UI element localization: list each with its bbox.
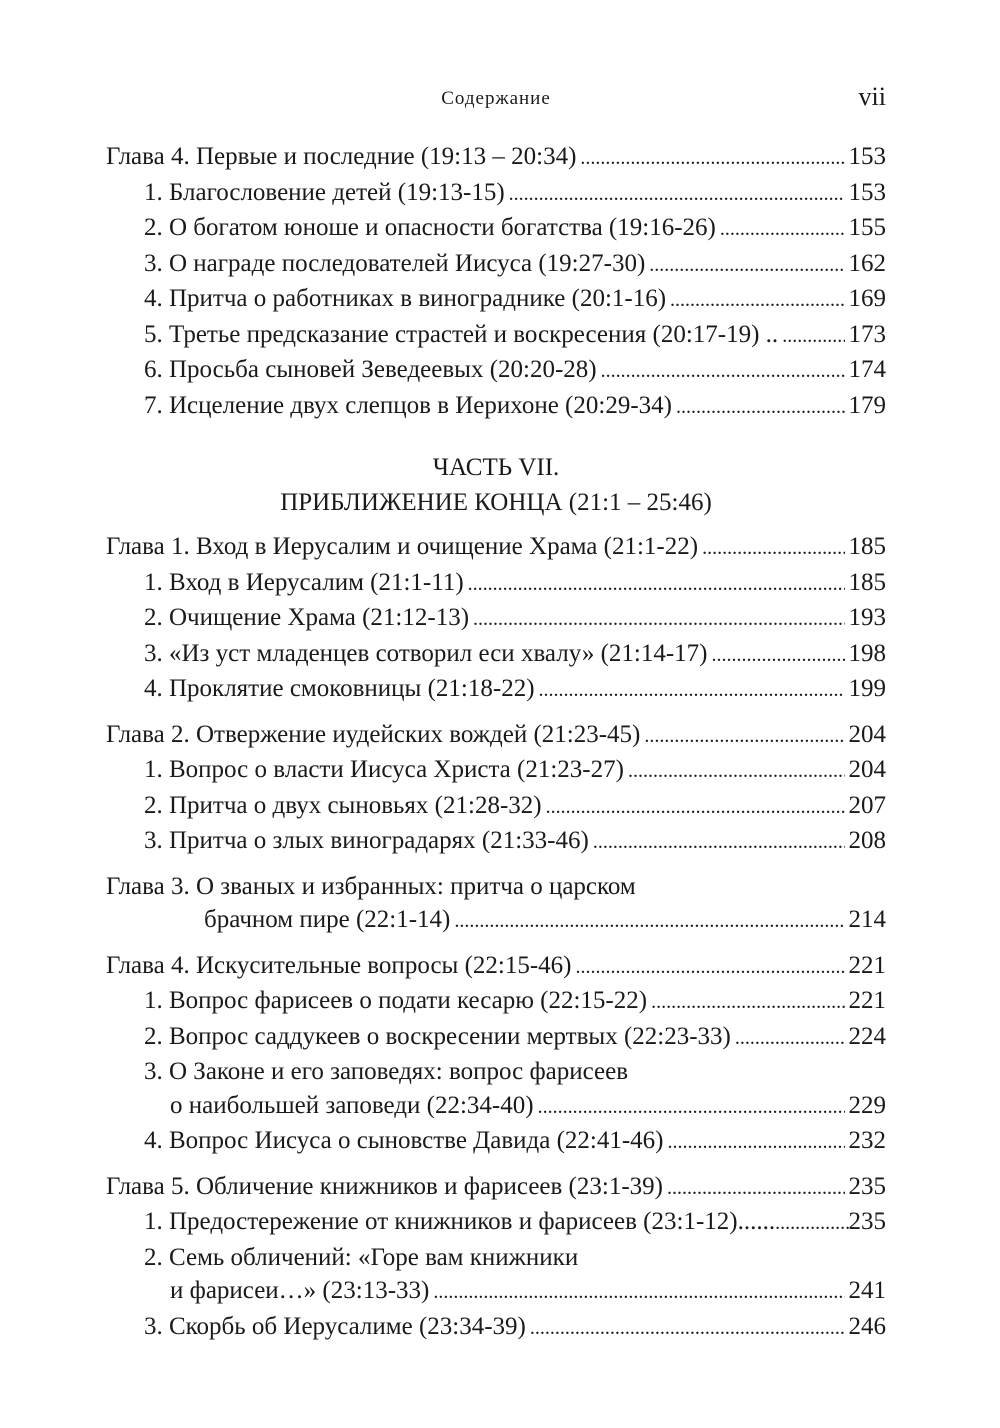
leader-dots [580,140,844,176]
toc-section-entry[interactable] [106,176,886,212]
entry-title: 1. Предостережение от книжников и фарисеев (23:1-12)...... [144,1208,776,1235]
toc-section-entry[interactable] [106,1124,886,1160]
part-number: ЧАСТЬ VII. [432,454,560,481]
entry-page: 153 [848,143,886,170]
entry-page: 229 [848,1091,886,1119]
leader-dots [670,282,844,318]
entry-title-line1: 3. О Законе и его заповедях: вопрос фарисеев [144,1058,629,1085]
entry-page: 199 [848,675,886,702]
entry-title: 1. Вход в Иерусалим (21:1-11) [144,568,464,596]
toc-chapter-entry[interactable] [106,530,886,566]
toc-chapter-entry[interactable] [106,870,886,939]
entry-title: 2. Очищение Храма (21:12-13) [144,604,470,631]
toc-section-entry[interactable] [106,824,886,860]
toc-section-entry[interactable] [106,789,886,825]
leader-dots [712,637,845,673]
entry-title: 1. Вопрос о власти Иисуса Христа (21:23-27) [144,756,624,783]
entry-page: 241 [848,1277,886,1304]
entry-page: 193 [848,604,886,631]
toc-section-entry[interactable] [106,353,886,389]
entry-title: 1. Благословение детей (19:13-15) [144,178,505,206]
leader-dots [782,318,844,354]
toc-section-entry[interactable] [106,1310,886,1346]
entry-title: 6. Просьба сыновей Зеведеевых (20:20-28) [144,356,597,383]
entry-page: 173 [848,320,886,348]
entry-page: 169 [848,285,886,312]
toc-section-entry[interactable] [106,637,886,673]
entry-title-line1: Глава 3. О званых и избранных: притча о царском [106,872,636,900]
entry-title: 3. Скорбь об Иерусалиме (23:34-39) [144,1312,526,1340]
toc-chapter-entry[interactable] [106,718,886,754]
leader-dots [546,789,845,825]
entry-title: 2. Притча о двух сыновьях (21:28-32) [144,791,542,819]
entry-title: 7. Исцеление двух слепцов в Иерихоне (20:29-34) [144,391,672,419]
entry-title: Глава 1. Вход в Иерусалим и очищение Храма (21:1-22) [106,533,699,560]
entry-title: Глава 4. Искусительные вопросы (22:15-46) [106,951,572,979]
entry-title-line2-row [106,903,886,939]
leader-dots [628,753,845,789]
leader-dots [668,1124,845,1160]
toc-section-entry[interactable] [106,247,886,283]
entry-page: 185 [848,568,886,596]
page-number: vii [858,82,886,111]
leader-dots [538,1089,845,1125]
leader-dots [644,718,844,754]
leader-dots [468,566,845,602]
toc-section-entry[interactable] [106,389,886,425]
entry-title: 1. Вопрос фарисеев о подати кесарю (22:15-22) [144,987,648,1014]
toc-chapter-entry[interactable] [106,1170,886,1206]
toc-section-entry[interactable] [106,318,886,354]
entry-title: 5. Третье предсказание страстей и воскресения (20:17-19) .. [144,320,779,348]
leader-dots [651,984,844,1020]
toc-section-entry[interactable] [106,1205,886,1241]
toc-section-entry[interactable] [106,753,886,789]
entry-title: 2. Вопрос саддукеев о воскресении мертвых (22:23-33) [144,1022,731,1050]
part-title: ПРИБЛИЖЕНИЕ КОНЦА (21:1 – 25:46) [280,489,712,516]
entry-page: 235 [848,1208,886,1235]
page-header [106,0,886,140]
entry-title: 3. О награде последователей Иисуса (19:27-30) [144,249,646,277]
leader-dots [593,824,845,860]
entry-title-line2: и фарисеи…» (23:13-33) [170,1277,430,1304]
leader-dots [667,1170,845,1206]
spacer [106,939,886,949]
entry-title: Глава 4. Первые и последние (19:13 – 20:34) [106,143,577,170]
toc-section-entry[interactable] [106,566,886,602]
leader-dots [530,1310,845,1346]
entry-page: 246 [848,1312,886,1340]
spacer [106,708,886,718]
entry-page: 155 [848,214,886,241]
toc-section-entry[interactable] [106,282,886,318]
entry-page: 204 [848,756,886,783]
entry-page: 224 [848,1022,886,1050]
running-title: Содержание [441,88,551,109]
leader-dots [720,211,845,247]
entry-title: 4. Проклятие смоковницы (21:18-22) [144,675,535,702]
toc-section-entry[interactable] [106,601,886,637]
entry-title-line2-row [144,1274,886,1310]
entry-page: 214 [848,906,886,933]
leader-dots [702,530,844,566]
entry-page: 179 [848,391,886,419]
toc-chapter-entry[interactable] [106,140,886,176]
toc-section-entry[interactable] [106,672,886,708]
entry-title-line1: 2. Семь обличений: «Горе вам книжники [144,1243,579,1271]
leader-dots [601,353,845,389]
entry-title-line2: о наибольшей заповеди (22:34-40) [170,1091,534,1119]
entry-title: 2. О богатом юноше и опасности богатства (19:16-26) [144,214,716,241]
toc-section-entry[interactable] [106,1055,886,1124]
entry-title-line2: брачном пире (22:1-14) [204,906,451,933]
entry-title: 3. «Из уст младенцев сотворил еси хвалу» (21:14-17) [144,639,708,667]
entry-title: 4. Вопрос Иисуса о сыновстве Давида (22:41-46) [144,1127,664,1154]
entry-page: 232 [848,1127,886,1154]
entry-page: 235 [848,1172,886,1200]
leader-dots [433,1274,844,1310]
toc-chapter-entry[interactable] [106,949,886,985]
part-heading [106,450,886,520]
leader-dots [473,601,844,637]
leader-dots [576,949,845,985]
toc-section-entry[interactable] [106,1241,886,1310]
toc-page [106,0,886,1345]
leader-dots [509,176,845,212]
toc-section-entry[interactable] [106,1020,886,1056]
entry-title: Глава 2. Отвержение иудейских вождей (21:23-45) [106,720,641,748]
entry-page: 185 [848,533,886,560]
toc-section-entry[interactable] [106,984,886,1020]
entry-page: 207 [848,791,886,819]
entry-page: 221 [848,951,886,979]
entry-page: 198 [848,639,886,667]
entry-page: 208 [848,827,886,854]
entry-page: 204 [848,720,886,748]
leader-dots [676,389,845,425]
leader-dots [735,1020,845,1056]
toc-section-entry[interactable] [106,211,886,247]
spacer [106,1160,886,1170]
entry-page: 153 [848,178,886,206]
entry-page: 174 [848,356,886,383]
entry-page: 221 [848,987,886,1014]
leader-dots [775,1205,848,1241]
entry-title: 4. Притча о работниках в винограднике (20:1-16) [144,285,667,312]
leader-dots [454,903,844,939]
leader-dots [539,672,845,708]
entry-page: 162 [848,249,886,277]
spacer [106,860,886,870]
entry-title: Глава 5. Обличение книжников и фарисеев (23:1-39) [106,1172,663,1200]
entry-title-line2-row [144,1089,886,1125]
leader-dots [649,247,844,283]
entry-title: 3. Притча о злых виноградарях (21:33-46) [144,827,589,854]
